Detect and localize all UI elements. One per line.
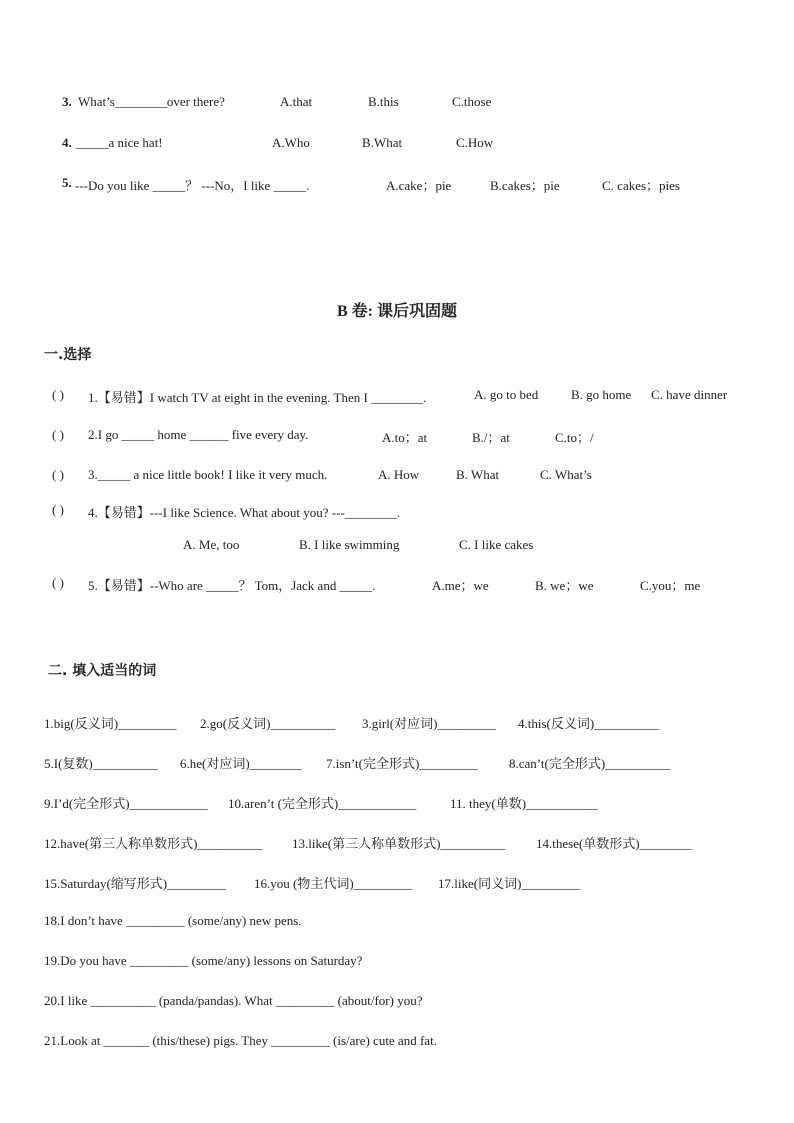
fill-item: 8.can’t(完全形式)__________ [509, 756, 671, 771]
option-c: C.those [452, 94, 492, 109]
question-text: 1.【易错】I watch TV at eight in the evening. Then I ________. [88, 390, 427, 405]
answer-paren[interactable]: ( ) [52, 387, 64, 402]
question-stem: What’s________over there? [78, 94, 225, 109]
question-number: 4. [62, 135, 72, 150]
option-a: A.to；at [382, 430, 428, 445]
question-stem: _____a nice hat! [76, 135, 163, 150]
answer-paren[interactable]: ( ) [52, 502, 64, 517]
option-c: C. What’s [540, 467, 592, 482]
fill-item: 17.like(同义词)_________ [438, 876, 580, 891]
question-text: 2.I go _____ home ______ five every day. [88, 427, 309, 442]
question-text: 3._____ a nice little book! I like it very much. [88, 467, 328, 482]
fill-item: 16.you (物主代词)_________ [254, 876, 413, 891]
fill-item: 12.have(第三人称单数形式)__________ [44, 836, 263, 851]
option-b: B. we；we [535, 578, 594, 593]
fill-item: 2.go(反义词)__________ [200, 716, 336, 731]
option-b: B.this [368, 94, 399, 109]
fill-item: 9.I’d(完全形式)____________ [44, 796, 208, 811]
option-a: A.Who [272, 135, 310, 150]
fill-item: 11. they(单数)___________ [450, 796, 598, 811]
option-a: A. How [378, 467, 420, 482]
option-b: B.What [362, 135, 403, 150]
option-c: C. have dinner [651, 387, 728, 402]
fill-sentence-20: 20.I like __________ (panda/pandas). What _________ (about/for) you? [44, 993, 423, 1008]
answer-paren[interactable]: ( ) [52, 467, 64, 482]
fill-item: 7.isn’t(完全形式)_________ [326, 756, 478, 771]
option-b: B./；at [472, 430, 510, 445]
option-a: A.that [280, 94, 313, 109]
section-2-title: 二. 填入适当的词 [48, 663, 157, 679]
fill-item: 10.aren’t (完全形式)____________ [228, 796, 417, 811]
option-a: A.cake；pie [386, 178, 452, 193]
fill-item: 1.big(反义词)_________ [44, 716, 177, 731]
section-1-title: 一.选择 [44, 347, 92, 363]
option-b: B.cakes；pie [490, 178, 560, 193]
question-number: 5. [62, 175, 72, 190]
option-b: B. I like swimming [299, 537, 400, 552]
answer-paren[interactable]: ( ) [52, 575, 64, 590]
fill-item: 6.he(对应词)________ [180, 756, 302, 771]
option-a: A. go to bed [474, 387, 539, 402]
question-number: 3. [62, 94, 72, 109]
option-c: C. cakes；pies [602, 178, 680, 193]
fill-sentence-18: 18.I don’t have _________ (some/any) new pens. [44, 913, 302, 928]
option-c: C.you；me [640, 578, 701, 593]
fill-item: 14.these(单数形式)________ [536, 836, 692, 851]
option-b: B. What [456, 467, 500, 482]
fill-item: 3.girl(对应词)_________ [362, 716, 496, 731]
question-text: 4.【易错】---I like Science. What about you? ---________. [88, 505, 401, 520]
fill-item: 5.I(复数)__________ [44, 756, 158, 771]
option-a: A. Me, too [183, 537, 240, 552]
option-a: A.me；we [432, 578, 489, 593]
answer-paren[interactable]: ( ) [52, 427, 64, 442]
option-c: C. I like cakes [459, 537, 534, 552]
fill-sentence-19: 19.Do you have _________ (some/any) lessons on Saturday? [44, 953, 363, 968]
fill-sentence-21: 21.Look at _______ (this/these) pigs. They _________ (is/are) cute and fat. [44, 1033, 437, 1048]
option-b: B. go home [571, 387, 632, 402]
fill-item: 4.this(反义词)__________ [518, 716, 660, 731]
fill-item: 13.like(第三人称单数形式)__________ [292, 836, 506, 851]
option-c: C.How [456, 135, 494, 150]
fill-item: 15.Saturday(缩写形式)_________ [44, 876, 226, 891]
question-text: 5.【易错】--Who are _____？ Tom，Jack and _____. [88, 578, 376, 593]
option-c: C.to；/ [555, 430, 594, 445]
question-stem: ---Do you like _____？ ---No，I like _____. [75, 178, 310, 193]
part-b-title: B 卷: 课后巩固题 [336, 303, 457, 320]
